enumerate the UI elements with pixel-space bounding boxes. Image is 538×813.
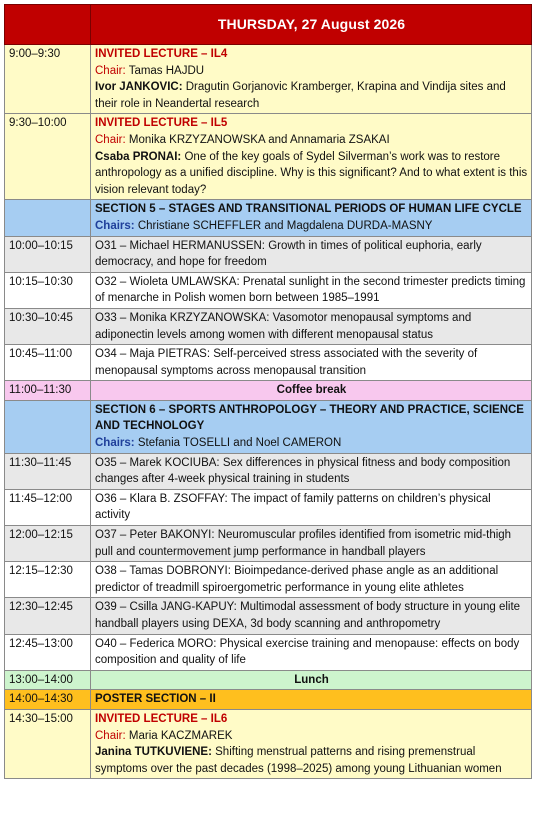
talk-cell: O32 – Wioleta UMLAWSKA: Prenatal sunlight in the second trimester predicts timing of menarche in Polish women born between 1985–1991 — [91, 272, 532, 308]
time-cell: 11:45–12:00 — [5, 489, 91, 525]
speaker-name: Csaba PRONAI: — [95, 150, 182, 163]
day-header-row — [5, 5, 532, 45]
chairs-names: Christiane SCHEFFLER and Magdalena DURDA-MASNY — [137, 219, 433, 232]
time-cell: 10:45–11:00 — [5, 345, 91, 381]
chair-line — [95, 63, 528, 80]
schedule-row-il5 — [5, 114, 532, 200]
chair-line — [95, 132, 528, 149]
section-cell — [91, 200, 532, 236]
section-title: SECTION 5 – STAGES AND TRANSITIONAL PERIODS OF HUMAN LIFE CYCLE — [95, 203, 522, 216]
session-type: INVITED LECTURE – IL5 — [95, 117, 228, 130]
talk-title: Dragutin Gorjanovic Kramberger, Krapina and Vindija sites and their role in Neandertal research — [95, 81, 506, 110]
section-title: SECTION 6 – SPORTS ANTHROPOLOGY – THEORY AND PRACTICE, SCIENCE AND TECHNOLOGY — [95, 403, 524, 433]
session-type: INVITED LECTURE – IL6 — [95, 712, 228, 725]
chair-label: Chair: — [95, 729, 126, 742]
day-title: THURSDAY, 27 August 2026 — [91, 5, 532, 45]
lecture-cell — [91, 709, 532, 778]
schedule-row-o38 — [5, 562, 532, 598]
break-row-coffee — [5, 381, 532, 401]
talk-cell: O31 – Michael HERMANUSSEN: Growth in times of political euphoria, early democracy, and hope for freedom — [91, 236, 532, 272]
time-cell: 10:00–10:15 — [5, 236, 91, 272]
schedule-row-il4 — [5, 45, 532, 114]
talk-cell: O39 – Csilla JANG-KAPUY: Multimodal assessment of body structure in young elite handball players using DEXA, 3d body scanning and anthropometry — [91, 598, 532, 634]
chairs-names: Stefania TOSELLI and Noel CAMERON — [137, 437, 342, 450]
chairs-line — [95, 218, 528, 235]
time-cell: 14:00–14:30 — [5, 690, 91, 710]
poster-label: POSTER SECTION – II — [91, 690, 532, 710]
chairs-line — [95, 435, 528, 452]
chair-line — [95, 728, 528, 745]
schedule-row-o32 — [5, 272, 532, 308]
time-cell: 10:15–10:30 — [5, 272, 91, 308]
schedule-row-o37 — [5, 526, 532, 562]
schedule-row-o34 — [5, 345, 532, 381]
lecture-cell — [91, 114, 532, 200]
break-row-lunch — [5, 670, 532, 690]
speaker-name: Ivor JANKOVIC: — [95, 81, 183, 94]
schedule-row-o35 — [5, 453, 532, 489]
talk-cell: O35 – Marek KOCIUBA: Sex differences in physical fitness and body composition changes after 4-week physical training in students — [91, 453, 532, 489]
schedule-row-o36 — [5, 489, 532, 525]
time-cell: 10:30–10:45 — [5, 308, 91, 344]
time-cell-empty — [5, 400, 91, 453]
section-row-6 — [5, 400, 532, 453]
talk-cell: O34 – Maja PIETRAS: Self-perceived stress associated with the severity of menopausal symptoms across menopausal transition — [91, 345, 532, 381]
section-row-5 — [5, 200, 532, 236]
talk-cell: O33 – Monika KRZYZANOWSKA: Vasomotor menopausal symptoms and adiponectin levels among women with different menopausal status — [91, 308, 532, 344]
chairs-label: Chairs: — [95, 437, 135, 450]
talk-cell: O38 – Tamas DOBRONYI: Bioimpedance-derived phase angle as an additional predictor of treadmill spiroergometric performance in young elite athletes — [91, 562, 532, 598]
time-cell: 12:45–13:00 — [5, 634, 91, 670]
header-blank-cell — [5, 5, 91, 45]
lecture-cell — [91, 45, 532, 114]
break-label: Lunch — [91, 670, 532, 690]
time-cell-empty — [5, 200, 91, 236]
schedule-row-o31 — [5, 236, 532, 272]
talk-line — [95, 149, 528, 199]
time-cell: 12:15–12:30 — [5, 562, 91, 598]
session-type: INVITED LECTURE – IL4 — [95, 48, 228, 60]
chair-label: Chair: — [95, 64, 126, 77]
chair-name: Tamas HAJDU — [128, 64, 205, 77]
talk-line — [95, 744, 528, 777]
chair-label: Chair: — [95, 133, 126, 146]
time-cell: 14:30–15:00 — [5, 709, 91, 778]
talk-title: Shifting menstrual patterns and rising premenstrual symptoms over the past decades (1998–2025) among young Lithuanian women — [95, 746, 502, 775]
poster-row — [5, 690, 532, 710]
time-cell: 13:00–14:00 — [5, 670, 91, 690]
time-cell: 12:30–12:45 — [5, 598, 91, 634]
schedule-table — [4, 4, 532, 779]
talk-line — [95, 79, 528, 112]
chair-name: Monika KRZYZANOWSKA and Annamaria ZSAKAI — [128, 133, 390, 146]
chairs-label: Chairs: — [95, 219, 135, 232]
section-cell — [91, 400, 532, 453]
break-label: Coffee break — [91, 381, 532, 401]
schedule-row-o40 — [5, 634, 532, 670]
schedule-row-il6 — [5, 709, 532, 778]
talk-title: One of the key goals of Sydel Silverman’s work was to restore anthropology as a unified discipline. Why is this significant? And to what extent is this vision relevant today? — [95, 150, 528, 196]
schedule-wrapper — [4, 4, 532, 779]
chair-name: Maria KACZMAREK — [128, 729, 233, 742]
time-cell: 9:00–9:30 — [5, 45, 91, 114]
talk-cell: O36 – Klara B. ZSOFFAY: The impact of family patterns on children’s physical activity — [91, 489, 532, 525]
talk-cell: O40 – Federica MORO: Physical exercise training and menopause: effects on body composition and quality of life — [91, 634, 532, 670]
schedule-row-o33 — [5, 308, 532, 344]
time-cell: 11:00–11:30 — [5, 381, 91, 401]
schedule-row-o39 — [5, 598, 532, 634]
speaker-name: Janina TUTKUVIENE: — [95, 746, 212, 759]
time-cell: 11:30–11:45 — [5, 453, 91, 489]
talk-cell: O37 – Peter BAKONYI: Neuromuscular profiles identified from isometric mid-thigh pull and countermovement jump performance in handball players — [91, 526, 532, 562]
time-cell: 12:00–12:15 — [5, 526, 91, 562]
time-cell: 9:30–10:00 — [5, 114, 91, 200]
